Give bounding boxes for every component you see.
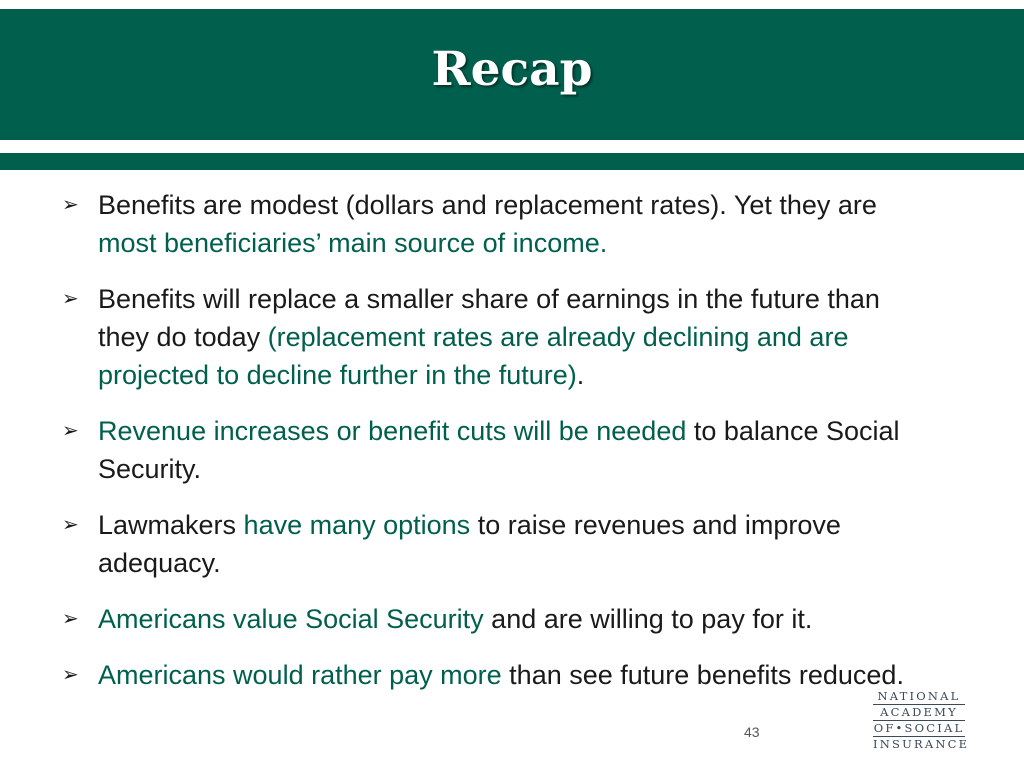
- bullet-item: [62, 506, 922, 582]
- logo-line: ACADEMY: [873, 705, 965, 721]
- slide-title: Recap: [431, 42, 593, 97]
- bullet-text-segment: Benefits will replace a smaller share of earnings in the future than they do today: [98, 284, 880, 352]
- arrowhead-bullet-icon: ➢: [62, 514, 79, 536]
- bullet-text-segment: to raise revenues and improve adequacy.: [98, 510, 841, 578]
- bullet-text-segment: .: [576, 360, 585, 390]
- bullet-item: [62, 412, 922, 488]
- bullet-text-segment: and are willing to pay for it.: [483, 604, 813, 634]
- bullet-text: [98, 506, 922, 582]
- arrowhead-bullet-icon: ➢: [62, 194, 79, 216]
- nasi-logo: [873, 689, 970, 752]
- highlighted-text: (replacement rates are already declining and are projected to decline further in the future): [98, 322, 849, 390]
- bullet-text: [98, 280, 922, 394]
- highlighted-text: Americans would rather pay more: [98, 660, 502, 690]
- logo-line: NATIONAL: [873, 689, 965, 705]
- highlighted-text: Revenue increases or benefit cuts will be needed: [98, 416, 687, 446]
- title-bar: [0, 9, 1024, 140]
- bullet-text-segment: Lawmakers: [98, 510, 244, 540]
- bullet-item: [62, 280, 922, 394]
- page-number: 43: [744, 724, 760, 740]
- bullet-text-segment: than see future benefits reduced.: [501, 660, 904, 690]
- bullet-text: [98, 186, 922, 262]
- arrowhead-bullet-icon: ➢: [62, 608, 79, 630]
- bullet-text-segment: to balance Social Security.: [98, 416, 900, 484]
- highlighted-text: have many options: [243, 510, 471, 540]
- logo-line: INSURANCE: [873, 737, 970, 751]
- bullet-text: [98, 656, 922, 694]
- highlighted-text: most beneficiaries’ main source of income.: [98, 228, 608, 258]
- highlighted-text: Americans value Social Security: [98, 604, 484, 634]
- bullet-item: [62, 656, 922, 694]
- bullet-item: [62, 186, 922, 262]
- arrowhead-bullet-icon: ➢: [62, 664, 79, 686]
- bullet-text: [98, 600, 922, 638]
- arrowhead-bullet-icon: ➢: [62, 288, 79, 310]
- bullet-list: [62, 186, 922, 712]
- bullet-item: [62, 600, 922, 638]
- header-stripe: [0, 153, 1024, 170]
- bullet-text-segment: Benefits are modest (dollars and replacement rates). Yet they are: [98, 190, 877, 220]
- arrowhead-bullet-icon: ➢: [62, 420, 79, 442]
- logo-line: OF•SOCIAL: [873, 721, 965, 735]
- bullet-text: [98, 412, 922, 488]
